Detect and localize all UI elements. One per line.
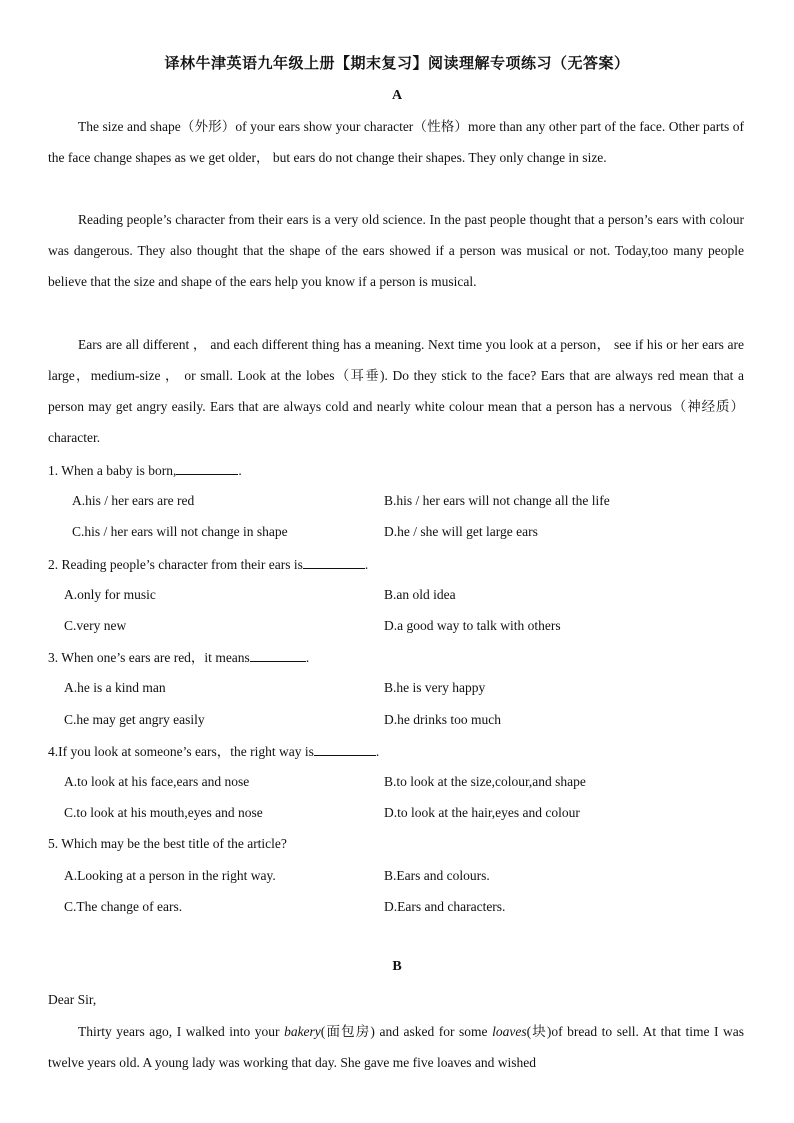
option-1d: D.he / she will get large ears [384,524,538,539]
passage-b-paragraph-1: Thirty years ago, I walked into your bakery(面包房) and asked for some loaves(块)of bread to sell. At that time I was twelve years old. A young lady was working that day. She gave me five loaves and wished [48,1024,744,1070]
option-2d: D.a good way to talk with others [384,618,561,633]
answer-blank [250,647,306,662]
document-title: 译林牛津英语九年级上册【期末复习】阅读理解专项练习（无答案） [164,56,630,72]
option-3c: C.he may get angry easily [64,712,205,727]
option-1b: B.his / her ears will not change all the life [384,493,610,508]
question-1: 1. When a baby is born, . [48,460,242,481]
option-1c: C.his / her ears will not change in shape [72,524,288,539]
answer-blank [314,741,376,756]
question-3: 3. When one’s ears are red，it means . [48,647,309,668]
option-4b: B.to look at the size,colour,and shape [384,774,586,789]
passage-a-paragraph-2: Reading people’s character from their ears is a very old science. In the past people thought that a person’s ears with colour was dangerous. They also thought that the shape of the ears showed if a person was musical or not. Today,too many people believe that the size and shape of the ears help you know if a person is musical. [48,212,744,289]
section-a-heading: A [391,88,403,103]
option-4a: A.to look at his face,ears and nose [64,774,250,789]
option-2c: C.very new [64,618,127,633]
italic-term-loaves: loaves [492,1024,527,1039]
option-4c: C.to look at his mouth,eyes and nose [64,805,263,820]
option-3b: B.he is very happy [384,680,486,695]
letter-salutation: Dear Sir, [48,992,97,1007]
question-5: 5. Which may be the best title of the article? [48,836,287,851]
option-4d: D.to look at the hair,eyes and colour [384,805,580,820]
question-4: 4.If you look at someone’s ears，the right way is . [48,741,379,762]
option-5a: A.Looking at a person in the right way. [64,868,276,883]
option-1a: A.his / her ears are red [72,493,195,508]
passage-a-paragraph-3: Ears are all different ， and each different thing has a meaning. Next time you look at a person， see if his or her ears are large，medium-size ， or small. Look at the lobes（耳垂). Do they stick to the face? Ears that are always red mean that a person may get angry easily. Ears that are always cold and nearly white colour mean that a person has a nervous（神经质）character. [48,337,744,445]
option-3d: D.he drinks too much [384,712,501,727]
option-5b: B.Ears and colours. [384,868,490,883]
question-2: 2. Reading people’s character from their ears is . [48,554,368,575]
section-b-heading: B [392,959,402,974]
option-5c: C.The change of ears. [64,899,183,914]
answer-blank [303,554,365,569]
answer-blank [176,460,238,475]
option-2b: B.an old idea [384,587,456,602]
option-5d: D.Ears and characters. [384,899,506,914]
passage-a-paragraph-1: The size and shape（外形）of your ears show your character（性格）more than any other part of the face. Other parts of the face change shapes as we get older， but ears do not change their shapes. They only change in size. [48,119,744,165]
option-2a: A.only for music [64,587,156,602]
italic-term-bakery: bakery [284,1024,321,1039]
option-3a: A.he is a kind man [64,680,166,695]
